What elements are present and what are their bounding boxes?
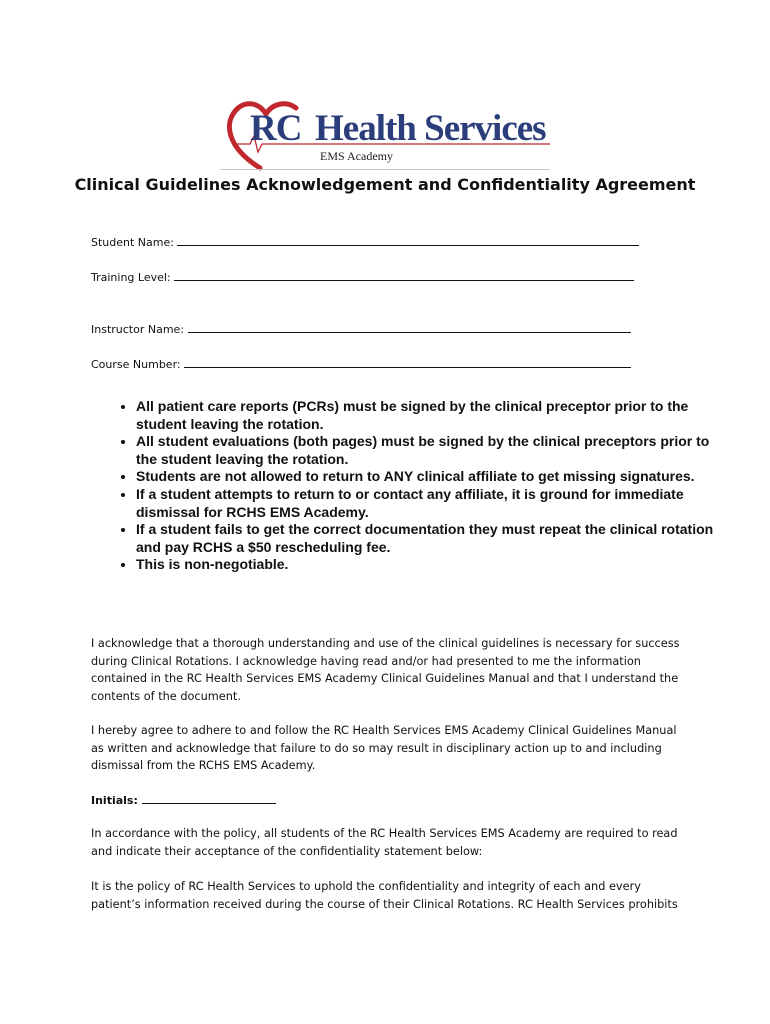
instructor-name-field[interactable] — [91, 321, 631, 336]
instructor-name-line[interactable] — [188, 321, 631, 333]
page-title: Clinical Guidelines Acknowledgement and Confidentiality Agreement — [74, 175, 696, 194]
rule-item: • Students are not allowed to return to ANY clinical affiliate to get missing signatures. — [136, 468, 716, 486]
course-number-label: Course Number: — [91, 358, 185, 371]
course-number-line[interactable] — [184, 356, 631, 368]
training-level-label: Training Level: — [91, 271, 175, 284]
clinical-rules-list — [108, 398, 716, 574]
course-number-field[interactable] — [91, 356, 631, 371]
rule-item: • This is non-negotiable. — [136, 556, 716, 574]
logo-divider — [220, 169, 550, 170]
initials-line[interactable] — [142, 792, 276, 804]
initials-label: Initials: — [91, 794, 142, 807]
rc-health-services-logo — [220, 98, 555, 176]
logo-subtitle: EMS Academy — [320, 149, 393, 163]
student-name-line[interactable] — [177, 234, 639, 246]
logo-brand-name: Health Services — [315, 108, 546, 149]
rule-item: • All student evaluations (both pages) must be signed by the clinical preceptors prior to the student leaving the rotation. — [136, 433, 716, 468]
student-name-field[interactable] — [91, 234, 639, 249]
student-name-label: Student Name: — [91, 236, 178, 249]
confidentiality-paragraph: It is the policy of RC Health Services to uphold the confidentiality and integrity of each and every patient’s information received during the course of their Clinical Rotations. RC Health Services prohibits — [91, 880, 678, 911]
rule-item: • All patient care reports (PCRs) must be signed by the clinical preceptor prior to the student leaving the rotation. — [136, 398, 716, 433]
training-level-line[interactable] — [174, 269, 634, 281]
acknowledge-paragraph: I acknowledge that a thorough understanding and use of the clinical guidelines is necessary for success during Clinical Rotations. I acknowledge having read and/or had presented to me the information contained in the RC Health Services EMS Academy Clinical Guidelines Manual and that I understand the contents of the document. — [91, 637, 680, 703]
policy-intro-paragraph: In accordance with the policy, all students of the RC Health Services EMS Academy are required to read and indicate their acceptance of the confidentiality statement below: — [91, 827, 678, 858]
instructor-name-label: Instructor Name: — [91, 323, 188, 336]
agreement-paragraph: I hereby agree to adhere to and follow the RC Health Services EMS Academy Clinical Guidelines Manual as written and acknowledge that failure to do so may result in disciplinary action up to and including dismissal from the RCHS EMS Academy. — [91, 724, 677, 772]
logo-rc-text: RC — [250, 108, 302, 149]
rule-item: • If a student attempts to return to or contact any affiliate, it is ground for immediate dismissal for RCHS EMS Academy. — [136, 486, 716, 521]
training-level-field[interactable] — [91, 269, 634, 284]
rule-item: • If a student fails to get the correct documentation they must repeat the clinical rotation and pay RCHS a $50 rescheduling fee. — [136, 521, 716, 556]
initials-field[interactable] — [91, 792, 276, 807]
